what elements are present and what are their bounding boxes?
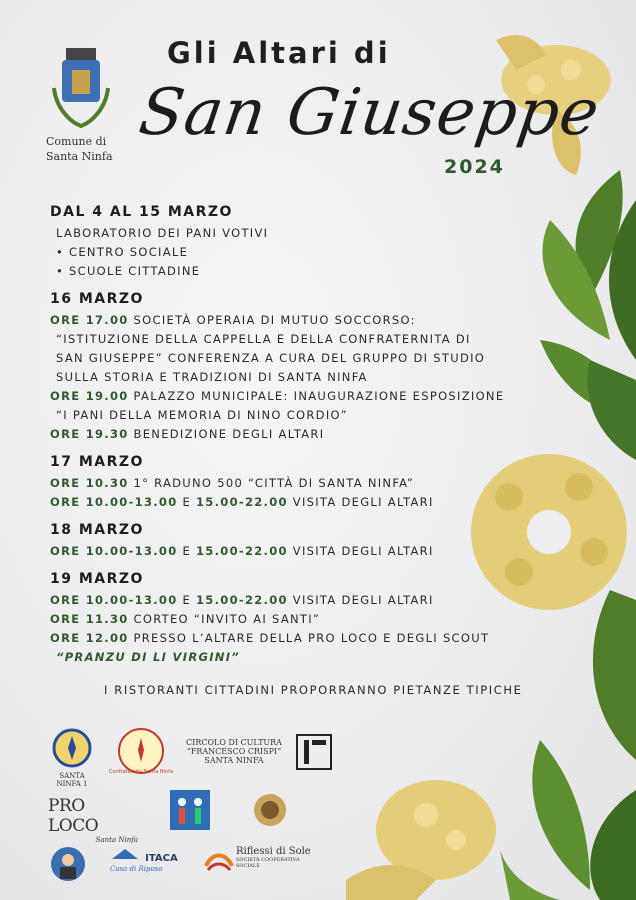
program-line <box>50 474 570 493</box>
itaca-logo <box>110 846 186 873</box>
event-text: VISITA DEGLI ALTARI <box>287 495 434 509</box>
bread-basket-decoration <box>336 760 506 900</box>
confraternita-label: Confraternita Santa Ninfa <box>109 769 173 775</box>
circolo-line2: “FRANCESCO CRISPI” <box>186 747 282 756</box>
program-line: “ISTITUZIONE DELLA CAPPELLA E DELLA CONFRATERNITA DI <box>56 332 471 346</box>
proloco-logo <box>48 796 138 844</box>
scout-logo <box>50 728 94 788</box>
conjunction: E <box>177 495 196 509</box>
time-label: ORE 10.00-13.00 <box>50 593 178 607</box>
proloco-sub: Santa Ninfa <box>95 836 138 844</box>
title-line2: San Giuseppe <box>134 76 605 150</box>
societa-operaia-logo <box>246 790 294 830</box>
event-text: 1° RADUNO 500 “CITTÀ DI SANTA NINFA” <box>128 476 415 490</box>
day-title: DAL 4 AL 15 MARZO <box>50 204 233 220</box>
day-block-4 <box>50 522 570 561</box>
riflessi-sub: SOCIETÀ COOPERATIVA SOCIALE <box>236 857 300 869</box>
pranzu-label: “PRANZU DI LI VIRGINI” <box>56 650 240 664</box>
time-label: 15.00-22.00 <box>196 495 288 509</box>
time-label: ORE 10.00-13.00 <box>50 544 178 558</box>
program-line <box>50 425 570 444</box>
time-label: ORE 10.30 <box>50 476 129 490</box>
time-label: ORE 12.00 <box>50 631 129 645</box>
time-label: 15.00-22.00 <box>196 544 288 558</box>
program-line <box>50 610 570 629</box>
program-line <box>50 311 570 330</box>
day-title: 19 MARZO <box>50 571 144 587</box>
program-line: “I PANI DELLA MEMORIA DI NINO CORDIO” <box>56 408 348 422</box>
riflessi-logo <box>204 846 314 874</box>
conjunction: E <box>177 593 196 607</box>
itaca-label: ITACA <box>145 853 178 864</box>
title-line1: Gli Altari di <box>167 36 391 70</box>
program-line: SAN GIUSEPPE” CONFERENZA A CURA DEL GRUPPO DI STUDIO <box>56 351 486 365</box>
event-text: VISITA DEGLI ALTARI <box>287 544 434 558</box>
circolo-logo <box>184 738 284 765</box>
day-title: 18 MARZO <box>50 522 144 538</box>
comune-line2: Santa Ninfa <box>46 150 113 163</box>
time-label: ORE 19.30 <box>50 427 129 441</box>
event-text: CORTEO “INVITO AI SANTI” <box>128 612 321 626</box>
event-text: VISITA DEGLI ALTARI <box>287 593 434 607</box>
day-block-3 <box>50 454 570 512</box>
circolo-line1: CIRCOLO DI CULTURA <box>186 738 282 747</box>
year-label: 2024 <box>444 156 505 178</box>
comune-line1: Comune di <box>46 135 107 148</box>
day-block-1 <box>50 204 570 281</box>
comune-crest-logo <box>50 48 112 128</box>
event-text: SOCIETÀ OPERAIA DI MUTUO SOCCORSO: <box>128 313 416 327</box>
day-block-5 <box>50 571 570 667</box>
program-line: SULLA STORIA E TRADIZIONI DI SANTA NINFA <box>56 370 368 384</box>
proloco-label: PRO LOCO <box>48 796 99 836</box>
program-line <box>50 387 570 406</box>
program-line <box>50 542 570 561</box>
day-block-2 <box>50 291 570 444</box>
program-line <box>50 629 570 648</box>
portrait-logo <box>50 846 86 882</box>
ristoranti-note: I RISTORANTI CITTADINI PROPORRANNO PIETANZE TIPICHE <box>104 683 523 697</box>
event-text: PALAZZO MUNICIPALE: INAUGURAZIONE ESPOSIZIONE <box>128 389 505 403</box>
conjunction: E <box>177 544 196 558</box>
time-label: ORE 19.00 <box>50 389 129 403</box>
itaca-sub: Casa di Riposo <box>110 865 163 873</box>
program-line: • CENTRO SOCIALE <box>56 245 189 259</box>
circolo-line3: SANTA NINFA <box>204 756 264 765</box>
people-logo <box>170 790 210 830</box>
program-line <box>50 493 570 512</box>
comune-label <box>46 134 126 164</box>
program <box>50 204 570 677</box>
day-title: 16 MARZO <box>50 291 144 307</box>
time-label: ORE 17.00 <box>50 313 129 327</box>
time-label: 15.00-22.00 <box>196 593 288 607</box>
scout-label: SANTA NINFA 1 <box>56 772 88 788</box>
event-text: BENEDIZIONE DEGLI ALTARI <box>128 427 325 441</box>
time-label: ORE 10.00-13.00 <box>50 495 178 509</box>
program-line: LABORATORIO DEI PANI VOTIVI <box>56 226 269 240</box>
day-title: 17 MARZO <box>50 454 144 470</box>
program-line <box>50 591 570 610</box>
monogram-logo <box>296 734 332 770</box>
program-line: • SCUOLE CITTADINE <box>56 264 201 278</box>
riflessi-label: Riflessi di Sole <box>236 846 311 857</box>
event-text: PRESSO L’ALTARE DELLA PRO LOCO E DEGLI SCOUT <box>128 631 490 645</box>
confraternita-logo <box>109 726 173 780</box>
time-label: ORE 11.30 <box>50 612 129 626</box>
